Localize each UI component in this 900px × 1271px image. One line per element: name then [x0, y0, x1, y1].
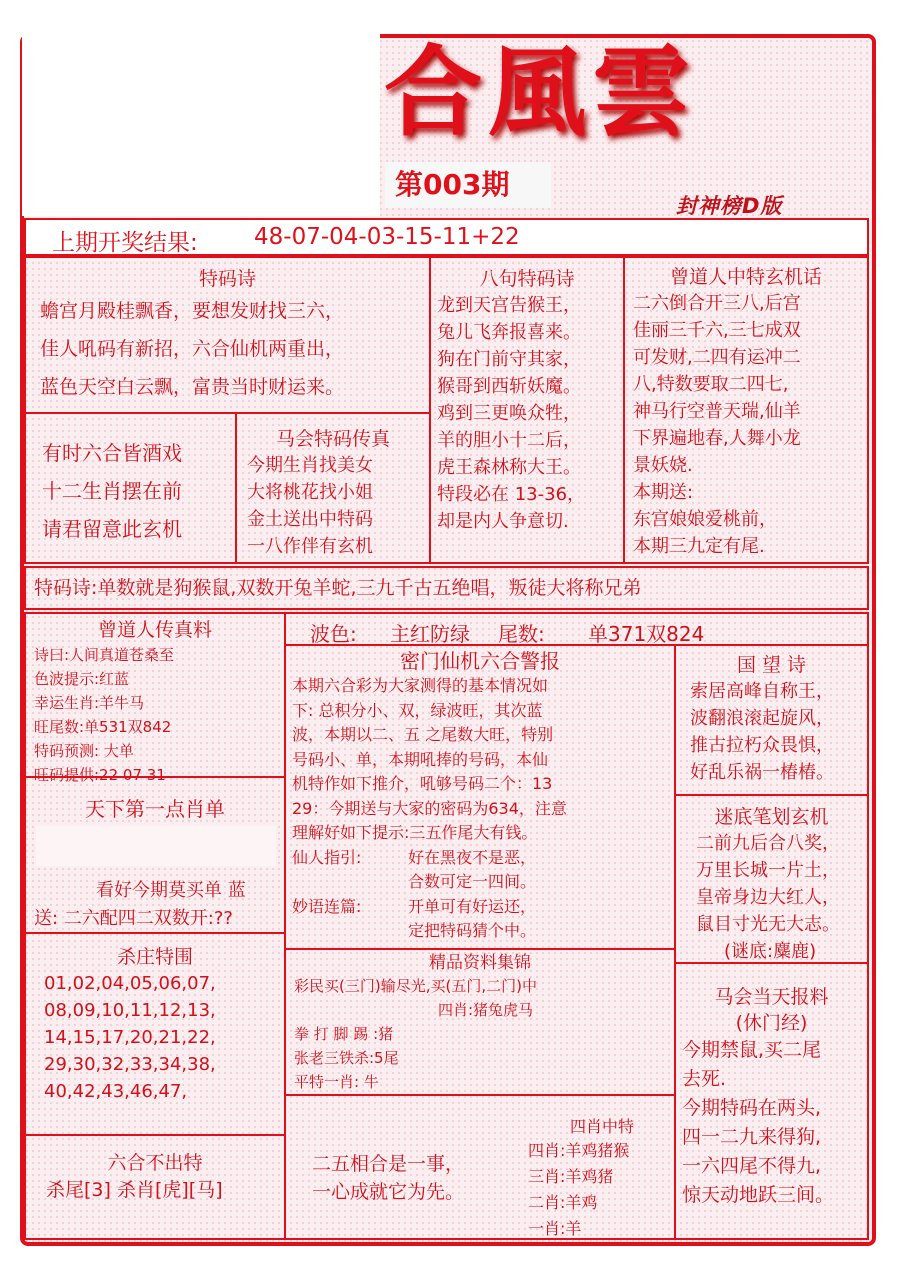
shazhuang-title: 杀庄特围 — [116, 946, 193, 968]
guowang-line: 好乱乐祸一椿椿。 — [690, 762, 834, 783]
quote-label: 妙语连篇: — [292, 896, 362, 916]
eight-poem-line: 龙到天宫告猴王， — [437, 295, 581, 316]
eight-poem-line: 鸡到三更唤众牲， — [437, 403, 581, 424]
mahui-line: 大将桃花找小姐 — [247, 482, 373, 503]
mahui-today-line: 今期禁鼠,买二尾 — [682, 1039, 822, 1061]
sixiao-line: 三肖:羊鸡猪 — [528, 1167, 614, 1186]
mimen-line: 下: 总积分小、双，绿波旺，其次蓝 — [292, 700, 543, 720]
midi-line: 皇帝身边大红人， — [696, 887, 840, 908]
issue-number: 第003期 — [385, 162, 551, 208]
jingpin-box — [284, 948, 676, 1096]
eight-poem-line: 却是内人争意切. — [437, 511, 569, 532]
mahui-line: 金土送出中特码 — [247, 509, 373, 530]
bottom-mid-box — [284, 1094, 676, 1240]
mimen-line: 本期六合彩为大家测得的基本情况如 — [292, 676, 549, 695]
midi-box — [674, 794, 869, 964]
midi-line: (谜底:麋鹿) — [724, 941, 817, 962]
zhenliao-box — [24, 612, 286, 784]
mimen-line: 29：今期送与大家的密码为634，注意 — [292, 798, 567, 818]
zhenliao-title: 曾道人传真料 — [97, 619, 212, 641]
zeng-line: 八,特数要取二四七, — [633, 374, 789, 395]
guowang-line: 推古拉朽众畏惧， — [690, 735, 834, 756]
eight-poem-title: 八句特码诗 — [479, 268, 575, 290]
zeng-line: 东宫娘娘爱桃前， — [633, 509, 777, 530]
poem-box — [24, 256, 431, 414]
bose-color-value: 主红防绿 — [390, 622, 470, 646]
mahui-line: 今期生肖找美女 — [247, 455, 373, 476]
poem-title: 特码诗 — [198, 268, 256, 290]
bottom-mid-line: 二五相合是一事， — [312, 1153, 465, 1175]
midi-title: 迷底笔划玄机 — [714, 806, 829, 828]
result-bar — [24, 218, 869, 256]
left-poem-line: 十二生肖摆在前 — [42, 479, 182, 503]
poem-line: 蓝色天空白云飘，富贵当时财运来。 — [40, 376, 345, 398]
zeng-line: 景妖娆. — [633, 455, 693, 476]
mahui-line: 一八作伴有玄机 — [247, 536, 373, 557]
jingpin-line: 四肖:猪兔虎马 — [438, 1001, 534, 1019]
mimen-line: 波，本期以二、五 之尾数大旺，特别 — [292, 725, 554, 744]
quote-line: 定把特码猜个中。 — [408, 921, 537, 940]
mahui-today-line: 惊天动地跃三间。 — [682, 1184, 835, 1206]
bose-label: 波色: — [310, 622, 357, 646]
jingpin-line: 彩民买(三门)输尽光,买(五门,二门)中 — [294, 977, 537, 995]
mahui-today-title: 马会当天报料 — [714, 986, 829, 1008]
guowang-line: 波翻浪滚起旋风， — [690, 708, 834, 729]
result-numbers: 48-07-04-03-15-11+22 — [254, 224, 520, 250]
zhenliao-line: 诗曰:人间真道苍桑至 — [34, 646, 175, 664]
tianxia-line: 看好今期莫买单 蓝 — [96, 880, 246, 901]
mahui-today-line: 去死. — [682, 1068, 727, 1090]
poem-line: 佳人吼码有新招，六合仙机两重出， — [40, 338, 345, 360]
mahui-title: 马会特码传真 — [275, 428, 390, 450]
eight-line-poem-box — [429, 256, 625, 564]
guowang-box — [674, 644, 869, 796]
eight-poem-line: 狗在门前守其家， — [437, 349, 581, 370]
zeng-line: 神马行空普天瑞,仙羊 — [633, 401, 801, 422]
strip-text: 特码诗:单数就是狗猴鼠,双数开兔羊蛇,三九千古五绝唱，叛徒大将称兄弟 — [34, 577, 642, 599]
zeng-line: 佳丽三千六,三七成双 — [633, 320, 801, 341]
mahui-today-line: 今期特码在两头, — [682, 1097, 822, 1119]
tianxia-box — [24, 776, 286, 934]
guowang-line: 索居高峰自称王， — [690, 681, 834, 702]
logo-title: 合風雲 — [384, 35, 697, 150]
zhenliao-line: 特码预测: 大单 — [34, 742, 134, 760]
guide-spacer — [292, 870, 408, 895]
buchu-box — [24, 1134, 286, 1240]
zeng-line: 本期三九定有尾. — [633, 536, 765, 557]
guide-line: 合数可定一四间。 — [408, 872, 537, 891]
mahui-today-line: 四一二九来得狗, — [682, 1126, 822, 1148]
mimen-line: 机特作如下推介，吼够号码二个：13 — [292, 774, 553, 793]
shazhuang-line: 14,15,17,20,21,22, — [44, 1027, 216, 1048]
mahui-fax-box — [235, 412, 431, 564]
mahui-today-subtitle: (休门经) — [735, 1012, 808, 1034]
quote-line: 开单可有好运还， — [408, 896, 537, 916]
result-label: 上期开奖结果: — [52, 230, 198, 256]
bottom-mid-line: 一心成就它为先。 — [312, 1181, 465, 1203]
buchu-line: 杀尾[3] 杀肖[虎][马] — [46, 1179, 223, 1201]
jingpin-row: 张老三铁杀:5尾 — [294, 1049, 399, 1067]
tail-label: 尾数: — [498, 622, 545, 646]
quote-spacer — [292, 919, 408, 944]
guowang-title: 国 望 诗 — [736, 654, 807, 676]
zhenliao-line: 幸运生肖:羊牛马 — [34, 694, 145, 712]
shazhuang-box — [24, 932, 286, 1136]
zhenliao-line: 旺码提供:22 07 31 — [34, 766, 166, 784]
sixiao-line: 四肖:羊鸡猪猴 — [528, 1141, 630, 1160]
blank-logo-area — [22, 34, 380, 216]
tianxia-title: 天下第一点肖单 — [85, 797, 225, 821]
tail-value: 单371双824 — [588, 622, 705, 646]
midi-line: 万里长城一片土， — [696, 860, 840, 881]
zhenliao-line: 色波提示:红蓝 — [34, 670, 130, 688]
jingpin-row: 平特一肖: 牛 — [294, 1073, 379, 1091]
shazhuang-line: 01,02,04,05,06,07, — [44, 973, 216, 994]
zeng-line: 可发财,二四有运冲二 — [633, 347, 801, 368]
zeng-line: 本期送: — [633, 482, 694, 503]
bose-bar — [284, 612, 869, 646]
buchu-title: 六合不出特 — [107, 1152, 203, 1174]
shazhuang-line: 29,30,32,33,34,38, — [44, 1054, 216, 1075]
eight-poem-line: 兔儿飞奔报喜来。 — [437, 322, 581, 343]
mimen-line: 号码小、单，本期吼捧的号码，本仙 — [292, 749, 549, 769]
jingpin-title: 精品资料集锦 — [429, 953, 531, 973]
mahui-today-box — [674, 962, 869, 1240]
mahui-today-line: 一六四尾不得九, — [682, 1155, 822, 1177]
zeng-title: 曾道人中特玄机话 — [669, 266, 822, 288]
zeng-line: 二六倒合开三八,后宫 — [633, 293, 801, 314]
zhenliao-line: 旺尾数:单531双842 — [34, 718, 172, 736]
midi-line: 鼠目寸光无大志。 — [696, 914, 840, 935]
left-poem-box — [24, 412, 237, 564]
zeng-line: 下界遍地春,人舞小龙 — [633, 428, 801, 449]
eight-poem-line: 猴哥到西斩妖魔。 — [437, 376, 581, 397]
eight-poem-line: 虎王森林称大王。 — [437, 457, 581, 478]
zeng-daoren-box — [623, 256, 869, 564]
sixiao-line: 二肖:羊鸡 — [528, 1193, 598, 1212]
mimen-line: 理解好如下提示:三五作尾大有钱。 — [292, 823, 538, 842]
eight-poem-line: 特段必在 13-36， — [437, 484, 586, 505]
shazhuang-line: 40,42,43,46,47, — [44, 1081, 188, 1102]
tianxia-line: 送: 二六配四二双数开:?? — [34, 908, 233, 929]
sixiao-title: 四肖中特 — [570, 1117, 635, 1136]
sixiao-line: 一肖:羊 — [528, 1219, 582, 1238]
left-poem-line: 有时六合皆酒戏 — [42, 441, 182, 465]
left-poem-line: 请君留意此玄机 — [42, 517, 182, 541]
mimen-title: 密门仙机六合警报 — [400, 649, 560, 673]
blank-patch — [36, 826, 276, 866]
eight-poem-line: 羊的胆小十二后， — [437, 430, 581, 451]
guide-line: 好在黑夜不是恶， — [408, 847, 537, 867]
midi-line: 二前九后合八奖， — [696, 833, 840, 854]
jingpin-row: 拳 打 脚 踢 :猪 — [294, 1025, 394, 1043]
poem-line: 蟾宫月殿桂飘香，要想发财找三六， — [40, 300, 345, 322]
poem-strip — [24, 566, 869, 610]
edition-label: 封神榜D版 — [676, 194, 783, 218]
shazhuang-line: 08,09,10,11,12,13, — [44, 1000, 216, 1021]
guide-label: 仙人指引: — [292, 847, 362, 867]
mimen-box — [284, 644, 676, 950]
